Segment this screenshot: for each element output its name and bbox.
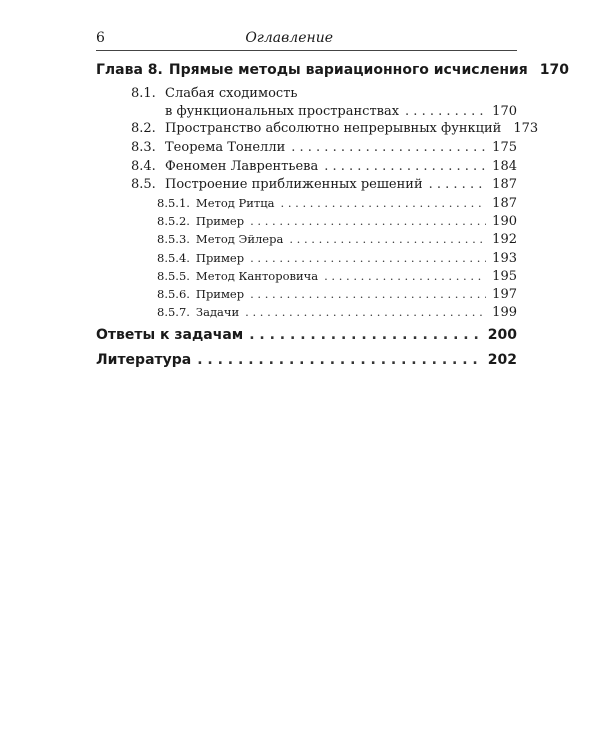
section-title: Слабая сходимость <box>165 86 298 101</box>
page-header <box>96 30 517 52</box>
subsection-page: 197 <box>492 287 517 302</box>
leader-dots <box>324 159 486 174</box>
section-number: 8.4. <box>131 159 156 174</box>
section-number: 8.2. <box>131 121 156 136</box>
leader-dots <box>291 140 486 155</box>
section-number: 8.3. <box>131 140 156 155</box>
toc-section-8-3[interactable] <box>131 140 517 155</box>
section-title-cont: в функциональных пространствах <box>165 104 400 119</box>
toc-section-8-1[interactable] <box>131 86 517 101</box>
toc-section-8-5[interactable] <box>131 177 517 192</box>
literature-page: 202 <box>487 352 517 368</box>
leader-dots <box>250 287 486 301</box>
section-page: 170 <box>492 104 517 119</box>
section-number: 8.1. <box>131 86 156 101</box>
toc-section-8-4[interactable] <box>131 159 517 174</box>
subsection-title: Пример <box>195 287 245 301</box>
subsection-title: Пример <box>195 214 245 228</box>
subsection-number: 8.5.2. <box>157 214 190 228</box>
section-number: 8.5. <box>131 177 156 192</box>
subsection-number: 8.5.5. <box>157 269 190 283</box>
chapter-label: Глава 8. <box>96 62 163 78</box>
section-page: 187 <box>492 177 517 192</box>
subsection-page: 199 <box>492 305 517 320</box>
subsection-page: 193 <box>492 251 517 266</box>
subsection-title: Метод Эйлера <box>195 232 284 246</box>
toc-chapter-8[interactable] <box>96 62 570 78</box>
literature-title: Литература <box>96 352 192 368</box>
section-title: Феномен Лаврентьева <box>165 159 319 174</box>
subsection-number: 8.5.3. <box>157 232 190 246</box>
running-title: Оглавление <box>245 30 333 46</box>
subsection-title: Задачи <box>195 305 240 319</box>
leader-dots <box>249 327 482 343</box>
subsection-title: Метод Канторовича <box>195 269 319 283</box>
toc-section-8-1-cont[interactable] <box>165 104 517 119</box>
leader-dots <box>405 104 486 119</box>
subsection-page: 187 <box>492 196 517 211</box>
toc-subsection-8-5-5[interactable] <box>157 269 517 284</box>
answers-page: 200 <box>487 327 517 343</box>
header-divider <box>96 50 517 51</box>
subsection-number: 8.5.1. <box>157 196 190 210</box>
section-title: Пространство абсолютно непрерывных функций <box>165 121 502 136</box>
subsection-page: 190 <box>492 214 517 229</box>
page-number: 6 <box>96 30 105 46</box>
subsection-page: 192 <box>492 232 517 247</box>
leader-dots <box>281 196 487 210</box>
subsection-number: 8.5.7. <box>157 305 190 319</box>
section-page: 184 <box>492 159 517 174</box>
toc-section-8-2[interactable] <box>131 121 539 136</box>
section-title: Построение приближенных решений <box>165 177 423 192</box>
subsection-title: Пример <box>195 251 245 265</box>
toc-subsection-8-5-2[interactable] <box>157 214 517 229</box>
toc-subsection-8-5-1[interactable] <box>157 196 517 211</box>
toc-literature[interactable] <box>96 352 517 368</box>
leader-dots <box>197 352 482 368</box>
section-page: 173 <box>513 121 539 136</box>
section-title: Теорема Тонелли <box>165 140 286 155</box>
leader-dots <box>250 214 486 228</box>
toc-subsection-8-5-6[interactable] <box>157 287 517 302</box>
subsection-page: 195 <box>492 269 517 284</box>
chapter-title: Прямые методы вариационного исчисления <box>168 62 528 78</box>
subsection-title: Метод Ритца <box>195 196 275 210</box>
toc-subsection-8-5-7[interactable] <box>157 305 517 320</box>
toc-subsection-8-5-3[interactable] <box>157 232 517 247</box>
leader-dots <box>324 269 486 283</box>
leader-dots <box>250 251 486 265</box>
subsection-number: 8.5.4. <box>157 251 190 265</box>
leader-dots <box>429 177 487 192</box>
leader-dots <box>245 305 486 319</box>
section-page: 175 <box>492 140 517 155</box>
leader-dots <box>289 232 486 246</box>
toc-answers[interactable] <box>96 327 517 343</box>
subsection-number: 8.5.6. <box>157 287 190 301</box>
chapter-page: 170 <box>539 62 570 78</box>
toc-subsection-8-5-4[interactable] <box>157 251 517 266</box>
answers-title: Ответы к задачам <box>96 327 244 343</box>
